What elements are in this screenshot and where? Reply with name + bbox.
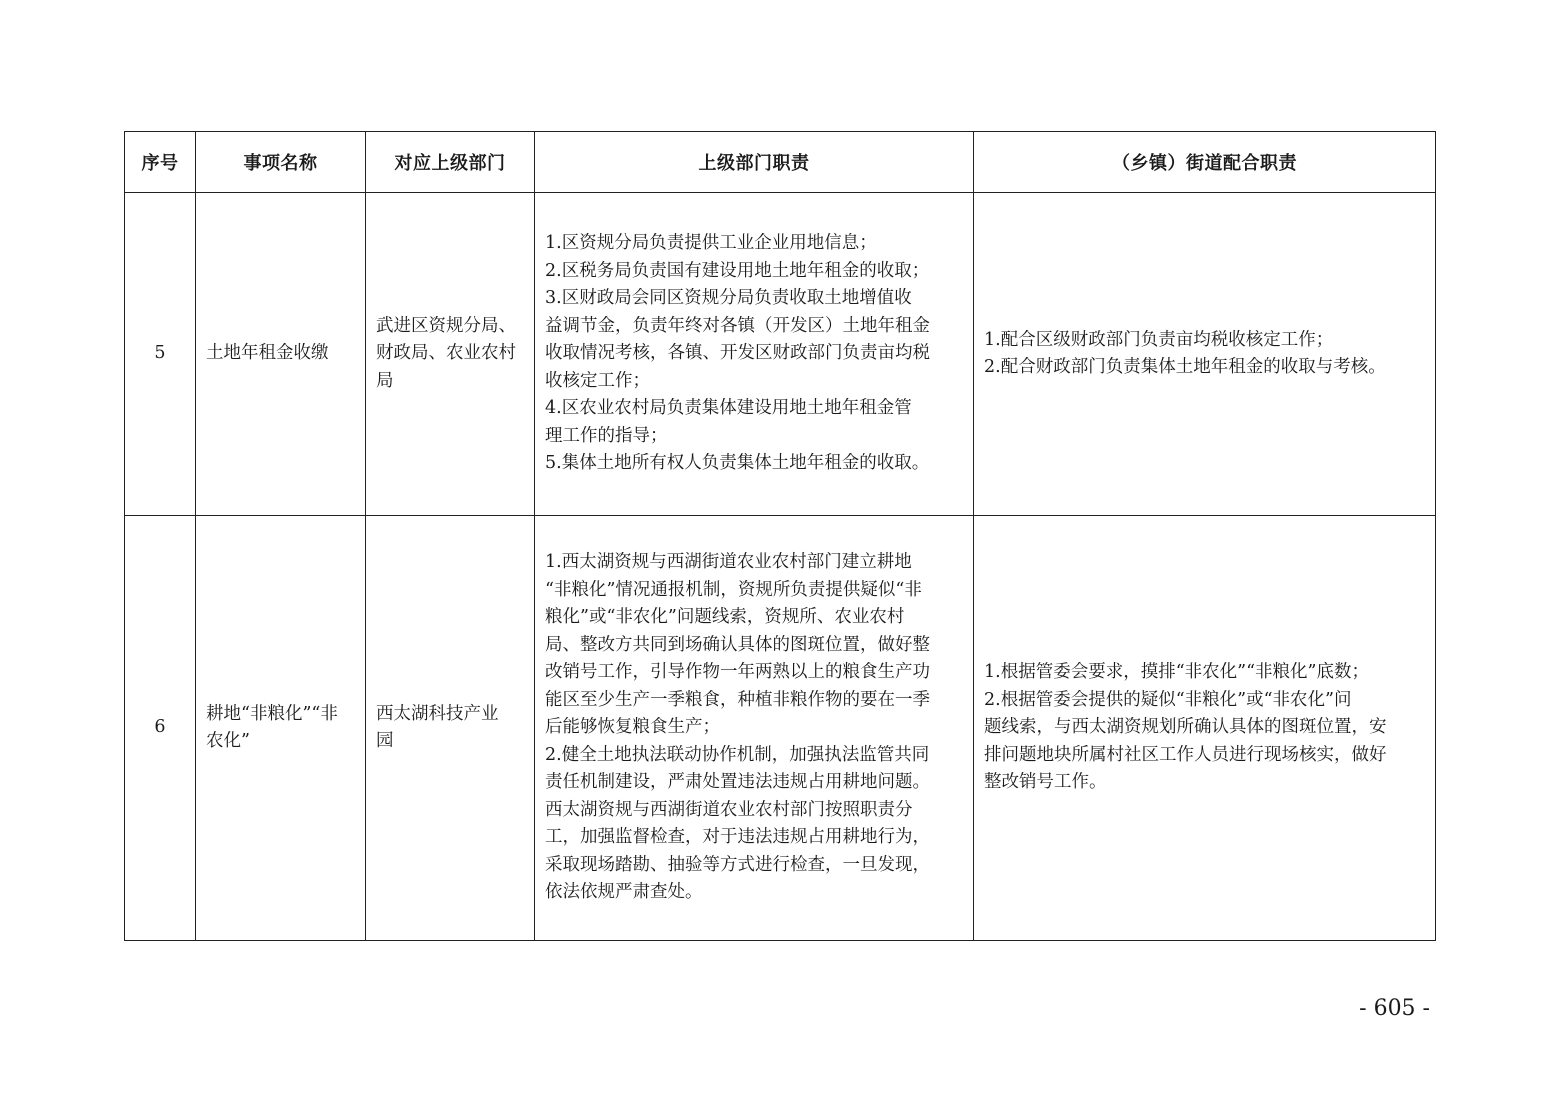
table-row [125, 193, 1436, 516]
department-line: 西太湖科技产业 [376, 703, 499, 724]
street-duties-cell [974, 516, 1436, 941]
header-street-duties: （乡镇）街道配合职责 [974, 132, 1436, 193]
item-name-line: 农化” [206, 731, 250, 751]
upper-duty-line: 责任机制建设，严肃处置违法违规占用耕地问题。 [545, 772, 930, 793]
upper-duty-line: 西太湖资规与西湖街道农业农村部门按照职责分 [545, 799, 913, 820]
upper-duty-line: 1.西太湖资规与西湖街道农业农村部门建立耕地 [545, 552, 912, 573]
item-name-line: 土地年租金收缴 [206, 343, 329, 364]
upper-duty-line: 5.集体土地所有权人负责集体土地年租金的收取。 [545, 453, 930, 474]
upper-duty-line: 理工作的指导； [545, 425, 668, 446]
upper-duty-line: 4.区农业农村局负责集体建设用地土地年租金管 [545, 398, 912, 419]
department-line: 武进区资规分局、 [376, 315, 516, 336]
street-duty-line: 题线索，与西太湖资规划所确认具体的图斑位置，安 [984, 717, 1387, 738]
upper-duty-line: 粮化”或“非农化”问题线索，资规所、农业农村 [545, 607, 905, 628]
street-duty-line: 排问题地块所属村社区工作人员进行现场核实，做好 [984, 744, 1387, 765]
department-line: 财政局、农业农村 [376, 343, 516, 364]
street-duty-line: 1.配合区级财政部门负责亩均税收核定工作； [984, 329, 1334, 350]
upper-duty-line: 能区至少生产一季粮食，种植非粮作物的要在一季 [545, 689, 930, 710]
upper-duty-line: 益调节金，负责年终对各镇（开发区）土地年租金 [545, 315, 930, 336]
row-number: 5 [125, 193, 196, 516]
upper-duty-line: 依法依规严肃查处。 [545, 882, 703, 903]
upper-duties-cell [535, 516, 974, 941]
table-row [125, 516, 1436, 941]
header-upper-duties: 上级部门职责 [535, 132, 974, 193]
department-cell [366, 516, 535, 941]
upper-duty-line: 后能够恢复粮食生产； [545, 717, 720, 738]
upper-duty-line: 2.健全土地执法联动协作机制，加强执法监管共同 [545, 744, 930, 765]
row-number: 6 [125, 516, 196, 941]
header-department: 对应上级部门 [366, 132, 535, 193]
item-name-cell [196, 193, 366, 516]
upper-duty-line: 局、整改方共同到场确认具体的图斑位置，做好整 [545, 634, 930, 655]
department-line: 园 [376, 731, 394, 751]
header-item-name: 事项名称 [196, 132, 366, 193]
upper-duty-line: 采取现场踏勘、抽验等方式进行检查，一旦发现， [545, 854, 930, 875]
header-number: 序号 [125, 132, 196, 193]
upper-duty-line: 3.区财政局会同区资规分局负责收取土地增值收 [545, 288, 912, 309]
upper-duty-line: 收核定工作； [545, 370, 650, 391]
upper-duty-line: 工，加强监督检查，对于违法违规占用耕地行为， [545, 827, 930, 848]
item-name-cell [196, 516, 366, 941]
header-row [125, 132, 1436, 193]
duty-table [124, 131, 1436, 941]
upper-duties-cell [535, 193, 974, 516]
street-duty-line: 1.根据管委会要求，摸排“非农化”“非粮化”底数； [984, 662, 1369, 683]
street-duties-cell [974, 193, 1436, 516]
street-duty-line: 2.配合财政部门负责集体土地年租金的收取与考核。 [984, 357, 1386, 377]
page-number: - 605 - [1359, 996, 1430, 1021]
department-line: 局 [376, 370, 394, 391]
street-duty-line: 2.根据管委会提供的疑似“非粮化”或“非农化”问 [984, 689, 1352, 710]
upper-duty-line: 收取情况考核，各镇、开发区财政部门负责亩均税 [545, 343, 930, 364]
department-cell [366, 193, 535, 516]
upper-duty-line: “非粮化”情况通报机制，资规所负责提供疑似“非 [545, 579, 922, 600]
upper-duty-line: 改销号工作，引导作物一年两熟以上的粮食生产功 [545, 662, 930, 683]
item-name-line: 耕地“非粮化”“非 [206, 703, 338, 724]
upper-duty-line: 1.区资规分局负责提供工业企业用地信息； [545, 233, 877, 254]
street-duty-line: 整改销号工作。 [984, 772, 1107, 793]
upper-duty-line: 2.区税务局负责国有建设用地土地年租金的收取； [545, 260, 930, 281]
